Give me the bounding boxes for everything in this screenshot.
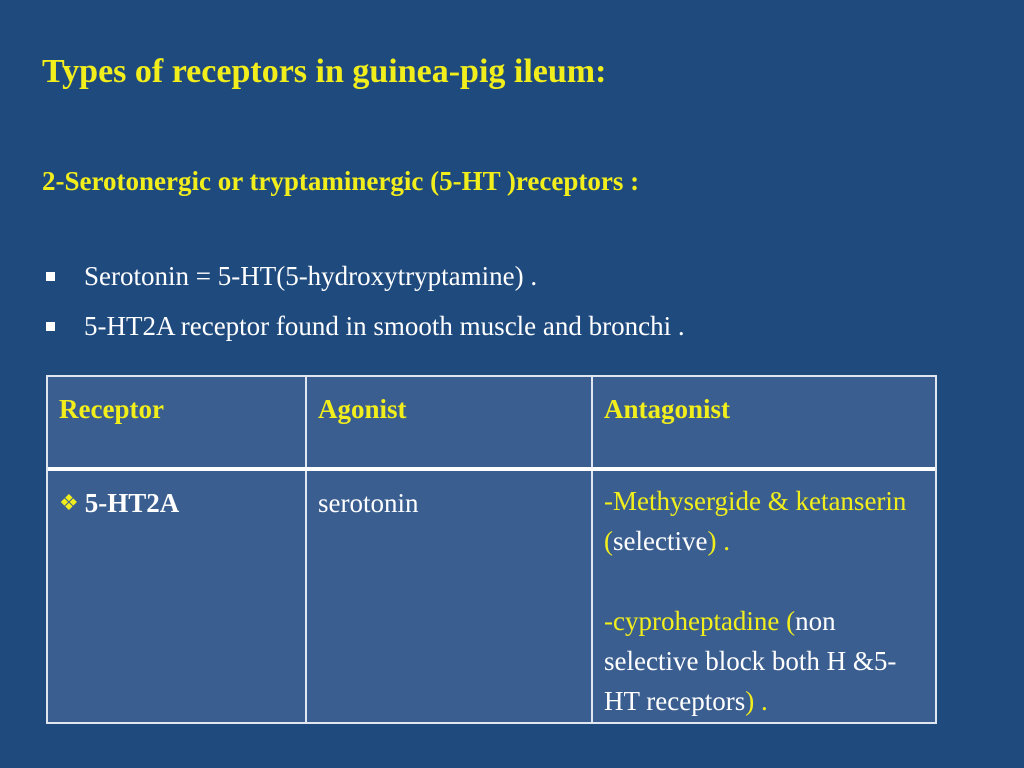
header-cell-agonist [307,377,593,467]
antagonist-closing-text: ) . [707,526,730,556]
antagonist-note-text: non selective block both H &5-HT receptors [604,606,897,716]
bullet-text: Serotonin = 5-HT(5-hydroxytryptamine) . [84,261,538,291]
antagonist-entry-1 [604,481,924,561]
bullet-list [42,258,685,358]
antagonist-note-text: selective [613,526,708,556]
square-bullet-icon [46,272,55,281]
agonist-value: serotonin [318,488,419,518]
antagonist-drug-text: -cyproheptadine ( [604,606,796,636]
header-cell-receptor [48,377,307,467]
square-bullet-icon [46,322,55,331]
bullet-item [42,308,685,358]
four-diamond-icon: ❖ [59,491,79,516]
slide-subtitle: 2-Serotonergic or tryptaminergic (5-HT )receptors : [42,166,640,196]
header-label: Antagonist [604,394,731,424]
spacer [604,561,924,601]
antagonist-drug-text: -Methysergide & ketanserin ( [604,486,907,556]
table-header-row [48,377,935,471]
cell-agonist [307,471,593,722]
table-row [48,471,935,722]
antagonist-entry-2 [604,601,924,721]
header-label: Agonist [318,394,407,424]
bullet-item [42,258,685,308]
cell-receptor [48,471,307,722]
header-cell-antagonist [593,377,935,467]
receptor-name: 5-HT2A [84,488,180,518]
bullet-text: 5-HT2A receptor found in smooth muscle and bronchi . [84,311,685,341]
antagonist-closing-text: ) . [745,686,768,716]
slide-title: Types of receptors in guinea-pig ileum: [42,53,607,90]
receptor-table [46,375,937,724]
header-label: Receptor [59,394,164,424]
cell-antagonist [593,471,935,722]
